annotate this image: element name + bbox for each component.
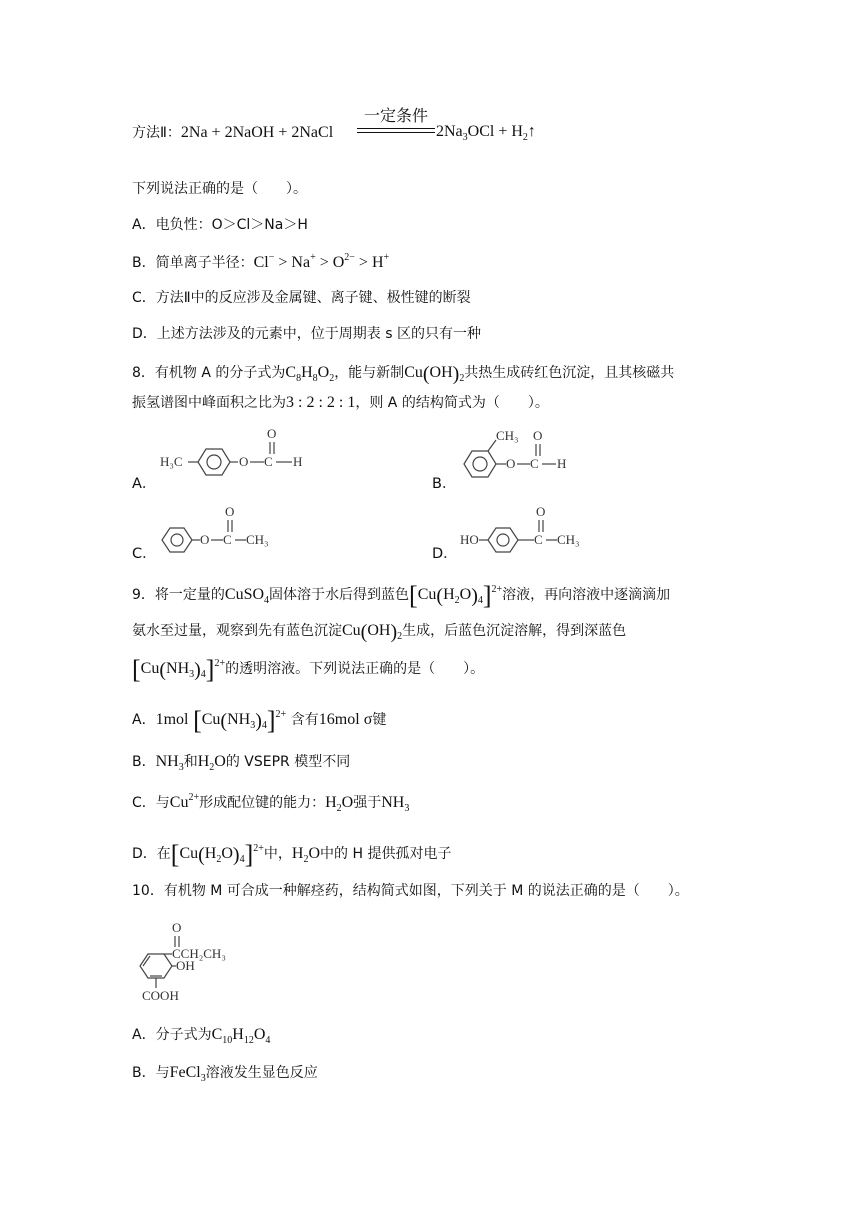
q9-option-d: D．在$[Cu(H_2O)_4]^{2+}$中，$H_2O$中的 H 提供孤对电子	[132, 840, 452, 869]
method2-equation	[132, 125, 333, 141]
svg-text:H: H	[557, 456, 567, 471]
svg-text:C: C	[534, 532, 543, 547]
structure-c	[158, 500, 288, 556]
q7-option-b: B．简单离子半径：$Cl^- > Na^+ > O^{2-} > H^+$	[132, 252, 390, 271]
svg-text:OH: OH	[176, 958, 195, 973]
q7-option-c: C．方法Ⅱ中的反应涉及金属键、离子键、极性键的断裂	[132, 290, 471, 306]
q8-label-d: D．	[432, 546, 458, 562]
svg-text:H: H	[293, 454, 303, 469]
svg-text:CH₃: CH₃	[496, 428, 519, 443]
q9-option-c: C．与$Cu^{2+}$形成配位键的能力：$H_2O$强于$NH_3$	[132, 792, 410, 814]
svg-text:O: O	[200, 532, 210, 547]
gas-arrow-icon: ↑	[527, 123, 536, 140]
structure-m	[134, 918, 244, 1004]
svg-text:C: C	[223, 532, 232, 547]
svg-text:O: O	[267, 426, 277, 441]
svg-text:C: C	[530, 456, 539, 471]
method2-prefix: 方法Ⅱ：	[132, 125, 181, 141]
svg-text:O: O	[225, 504, 235, 519]
q9-stem-line3: $[Cu(NH_3)_4]^{2+}$的透明溶液。下列说法正确的是（ ）。	[132, 655, 485, 684]
structure-b	[458, 424, 588, 484]
svg-text:O: O	[536, 504, 546, 519]
svg-text:O: O	[506, 456, 516, 471]
q7-option-d: D．上述方法涉及的元素中，位于周期表 s 区的只有一种	[132, 326, 481, 342]
method2-reactants: 2Na + 2NaOH + 2NaCl	[180, 124, 334, 141]
q10-option-b: B．与FeCl$_3$溶液发生显色反应	[132, 1064, 318, 1084]
svg-text:CCH₂CH₃: CCH₂CH₃	[172, 946, 226, 961]
q8-label-a: A．	[132, 476, 157, 492]
q10-option-a: A．分子式为$C_{10}H_{12}O_4$	[132, 1026, 271, 1046]
q9-option-a: A．1mol $[Cu(NH_3)_4]^{2+}$ 含有16mol σ键	[132, 706, 387, 735]
q10-stem: 10．有机物 M 可合成一种解痉药，结构简式如图，下列关于 M 的说法正确的是（ ）。	[132, 883, 689, 899]
svg-text:O: O	[239, 454, 249, 469]
svg-text:COOH: COOH	[142, 988, 179, 1003]
reaction-condition: 一定条件	[364, 106, 429, 125]
q8-label-b: B．	[432, 476, 457, 492]
svg-text:CH₃: CH₃	[246, 532, 269, 547]
q8-stem-line1: 8．有机物 A 的分子式为$C_8H_8O_2$，能与新制$Cu(OH)_2$共热生成砖红色沉淀，且其核磁共	[132, 363, 675, 385]
svg-text:O: O	[172, 920, 182, 935]
q9-option-b: B．$NH_3$和$H_2O$的 VSEPR 模型不同	[132, 753, 351, 773]
svg-text:CH₃: CH₃	[557, 532, 580, 547]
equals-sign	[357, 128, 435, 133]
svg-text:O: O	[533, 428, 543, 443]
svg-text:H₃C: H₃C	[160, 454, 183, 469]
structure-a	[158, 424, 318, 484]
method2-products: $2Na_3OCl$ + $H_2↑$	[436, 123, 536, 143]
q9-stem-line2: 氨水至过量，观察到先有蓝色沉淀$Cu(OH)_2$生成，后蓝色沉淀溶解，得到深蓝色	[132, 621, 627, 643]
q8-label-c: C．	[132, 546, 157, 562]
structure-d	[460, 500, 600, 556]
svg-text:HO: HO	[460, 532, 479, 547]
svg-text:C: C	[264, 454, 273, 469]
q7-stem: 下列说法正确的是（ ）。	[132, 181, 307, 197]
q8-stem-line2: 振氢谱图中峰面积之比为3 : 2 : 2 : 1，则 A 的结构简式为（ ）。	[132, 394, 549, 411]
q7-option-a: A．电负性：O＞Cl＞Na＞H	[132, 217, 308, 233]
q9-stem-line1: 9．将一定量的CuSO$_4$固体溶于水后得到蓝色$[Cu(H_2O)_4]^{2+}$溶液，再向溶液中逐滴滴加	[132, 581, 671, 610]
